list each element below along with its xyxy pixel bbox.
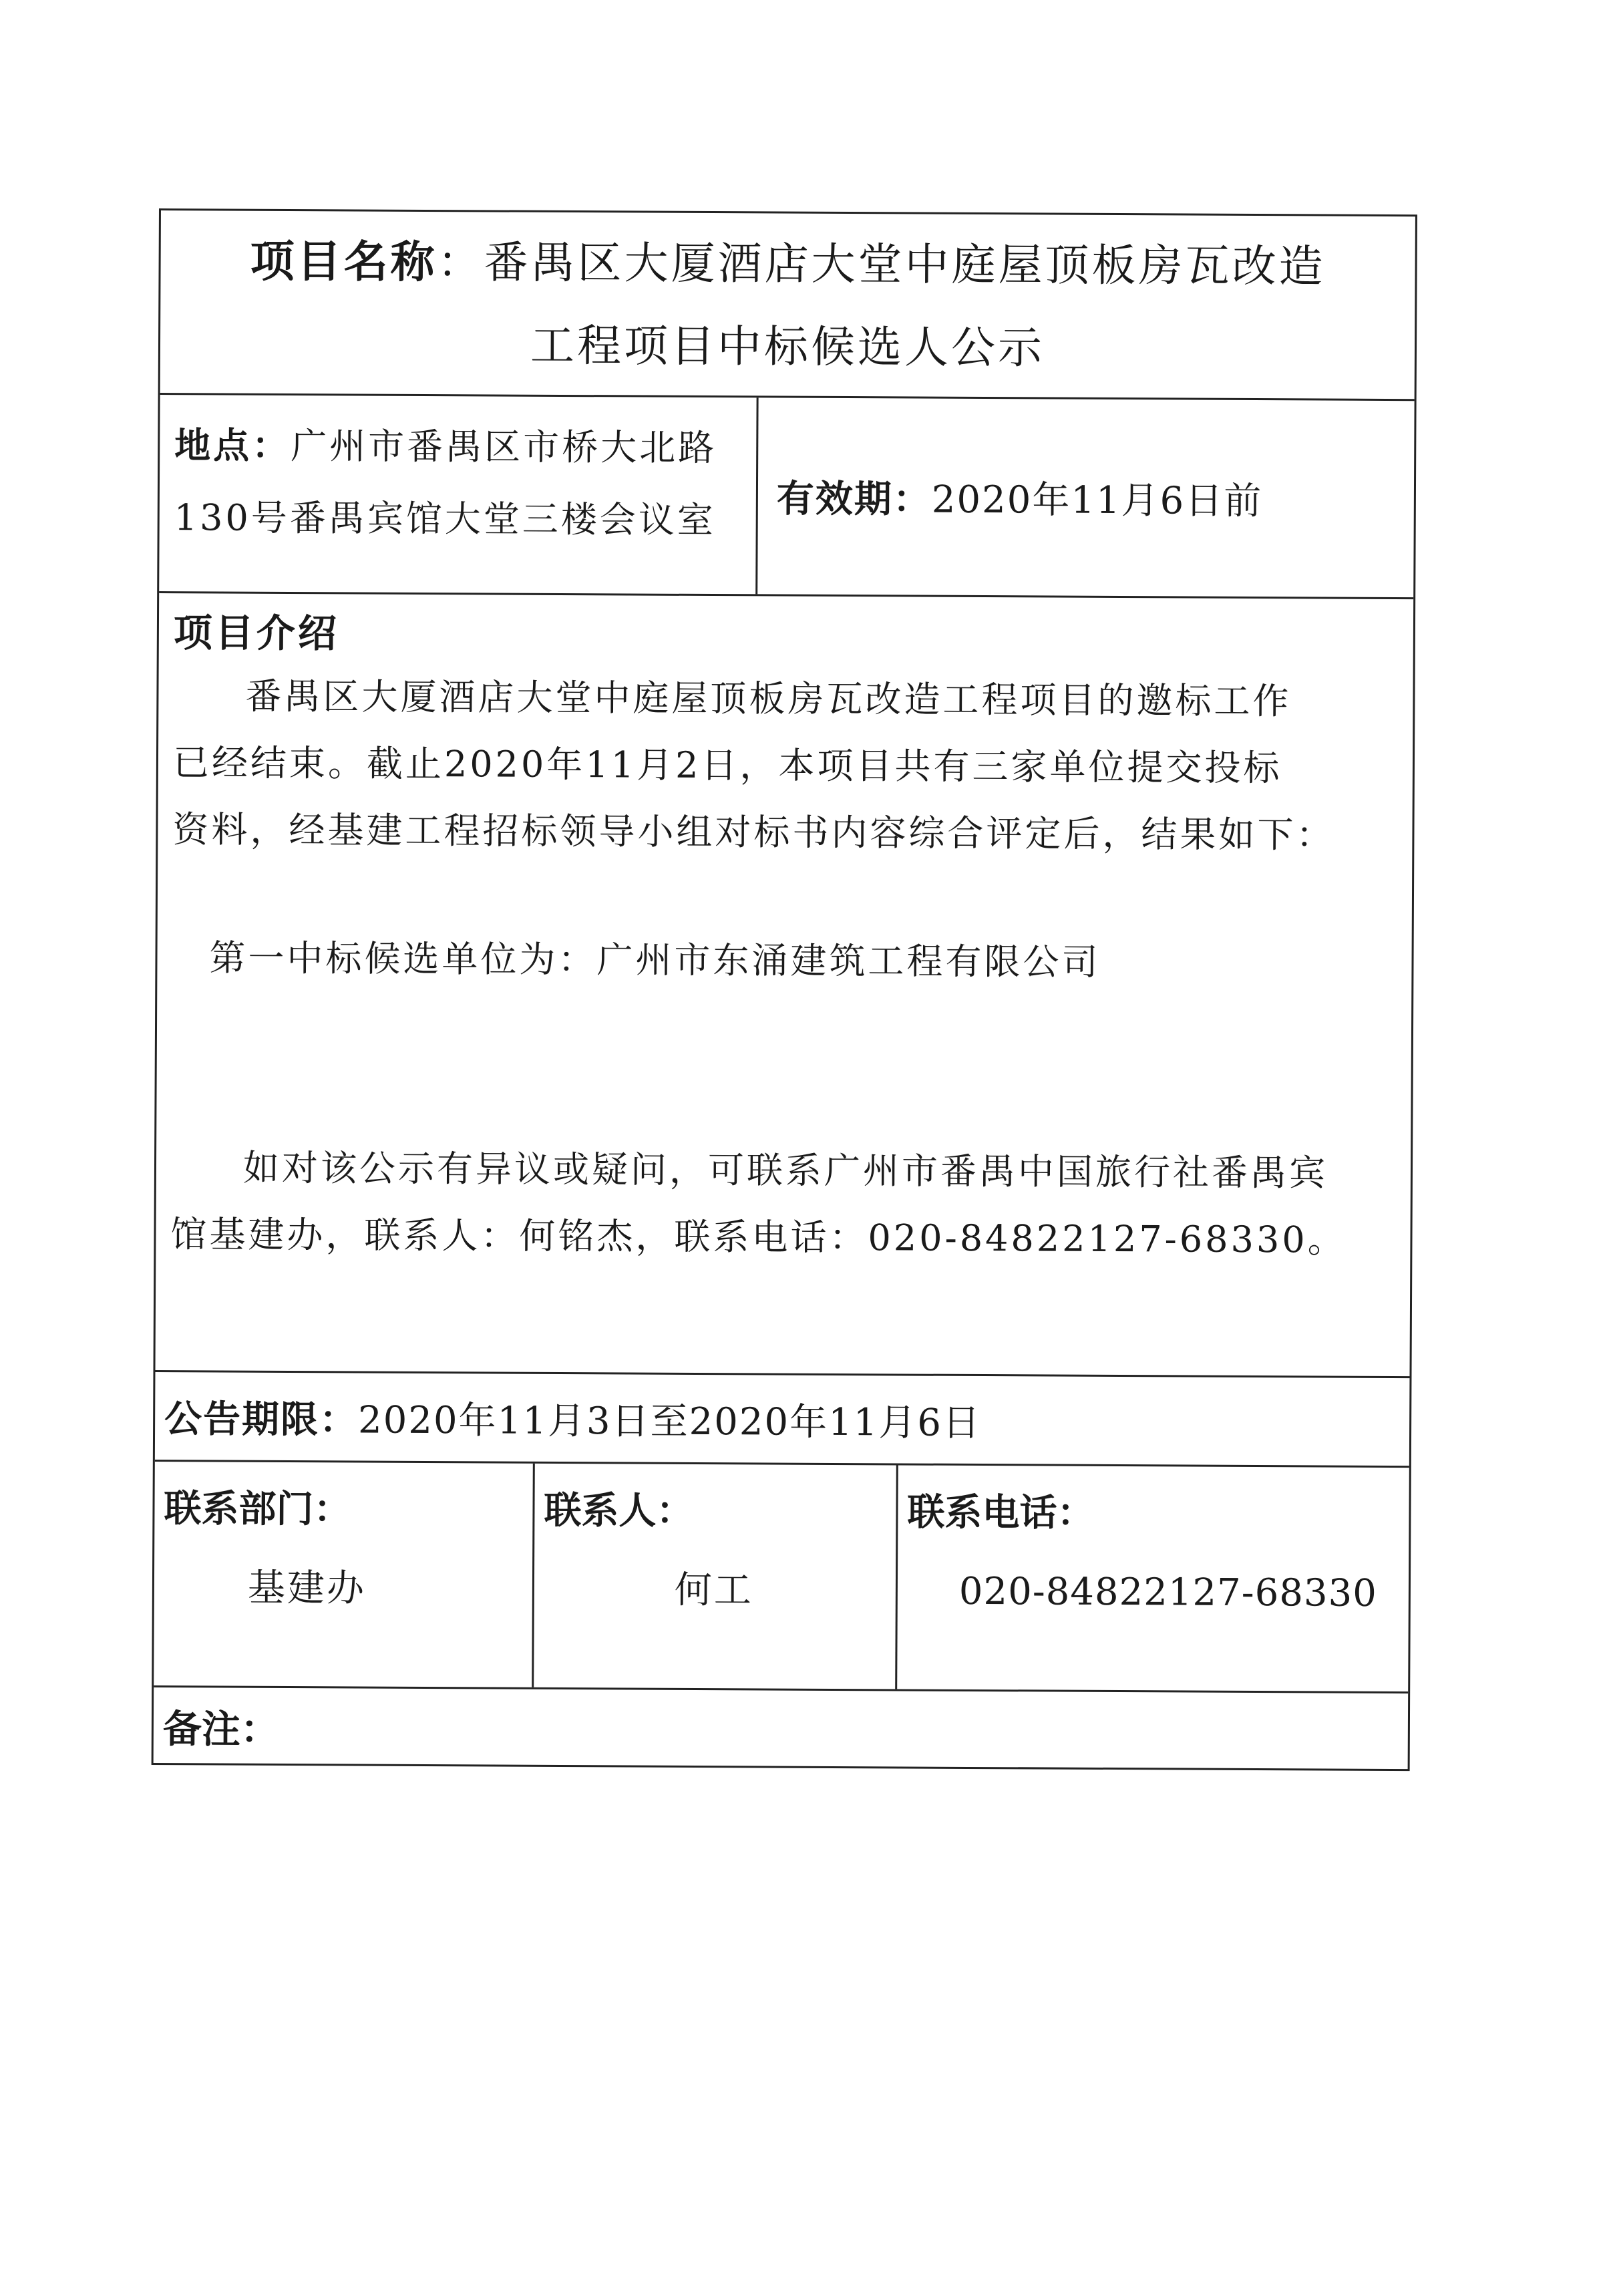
period-value: 2020年11月3日至2020年11月6日 bbox=[357, 1398, 982, 1445]
intro-paragraph-line: 资料，经基建工程招标领导小组对标书内容综合评定后，结果如下： bbox=[172, 808, 1335, 856]
winning-candidate: 第一中标候选单位为：广州市东涌建筑工程有限公司 bbox=[209, 937, 1101, 983]
intro-heading: 项目介绍 bbox=[173, 610, 340, 657]
period-cell bbox=[155, 1372, 1410, 1466]
department-label: 联系部门： bbox=[164, 1487, 351, 1532]
period-row bbox=[155, 1370, 1410, 1466]
location-row bbox=[159, 393, 1414, 597]
intro-paragraph-line: 已经结束。截止2020年11月2日，本项目共有三家单位提交投标 bbox=[172, 742, 1282, 790]
validity-value: 2020年11月6日前 bbox=[931, 478, 1263, 524]
contact-person-cell bbox=[532, 1464, 896, 1689]
objection-contact-paragraph bbox=[170, 1134, 1396, 1274]
validity-cell bbox=[755, 397, 1414, 597]
project-title-label: 项目名称 bbox=[250, 235, 437, 289]
validity-separator: ： bbox=[892, 478, 932, 522]
contact-phone-label: 联系电话： bbox=[907, 1490, 1095, 1535]
project-title-cell bbox=[160, 210, 1415, 399]
location-text-1: 广州市番禺区市桥大北路 bbox=[291, 424, 717, 470]
project-title-line-1 bbox=[160, 220, 1415, 309]
project-title-text-1: 番禺区大厦酒店大堂中庭屋顶板房瓦改造 bbox=[484, 236, 1326, 293]
objection-contact-line: 如对该公示有异议或疑问，可联系广州市番禺中国旅行社番禺宾 bbox=[242, 1146, 1328, 1194]
contact-person-label: 联系人： bbox=[544, 1488, 694, 1533]
contacts-row bbox=[154, 1460, 1409, 1691]
intro-row bbox=[156, 591, 1414, 1376]
location-text-2: 130号番禺宾馆大堂三楼会议室 bbox=[174, 496, 716, 542]
remarks-cell bbox=[154, 1687, 1409, 1769]
location-label: 地点 bbox=[174, 424, 252, 467]
intro-paragraph-line: 番禺区大厦酒店大堂中庭屋顶板房瓦改造工程项目的邀标工作 bbox=[245, 675, 1292, 723]
intro-paragraph bbox=[172, 663, 1398, 869]
contact-phone-value: 020-84822127-68330 bbox=[958, 1569, 1377, 1615]
objection-contact-line: 馆基建办，联系人：何铭杰，联系电话：020-84822127-68330。 bbox=[170, 1213, 1347, 1261]
period-separator: ： bbox=[319, 1398, 359, 1442]
location-line-1 bbox=[174, 409, 757, 484]
contact-person-value: 何工 bbox=[674, 1568, 754, 1613]
period-label: 公告期限 bbox=[164, 1397, 320, 1442]
project-title-text-2: 工程项目中标候选人公示 bbox=[530, 319, 1045, 374]
project-title-separator: ： bbox=[437, 236, 484, 289]
remarks-label: 备注： bbox=[162, 1705, 280, 1752]
department-cell bbox=[154, 1462, 533, 1687]
intro-cell bbox=[156, 593, 1414, 1376]
contact-phone-cell bbox=[895, 1465, 1409, 1691]
remarks-row bbox=[154, 1685, 1409, 1769]
department-value: 基建办 bbox=[247, 1566, 367, 1611]
location-cell bbox=[159, 395, 756, 594]
validity-label: 有效期 bbox=[776, 477, 894, 522]
title-row bbox=[160, 210, 1415, 399]
notice-form-table bbox=[152, 208, 1417, 1771]
location-separator: ： bbox=[252, 424, 291, 467]
